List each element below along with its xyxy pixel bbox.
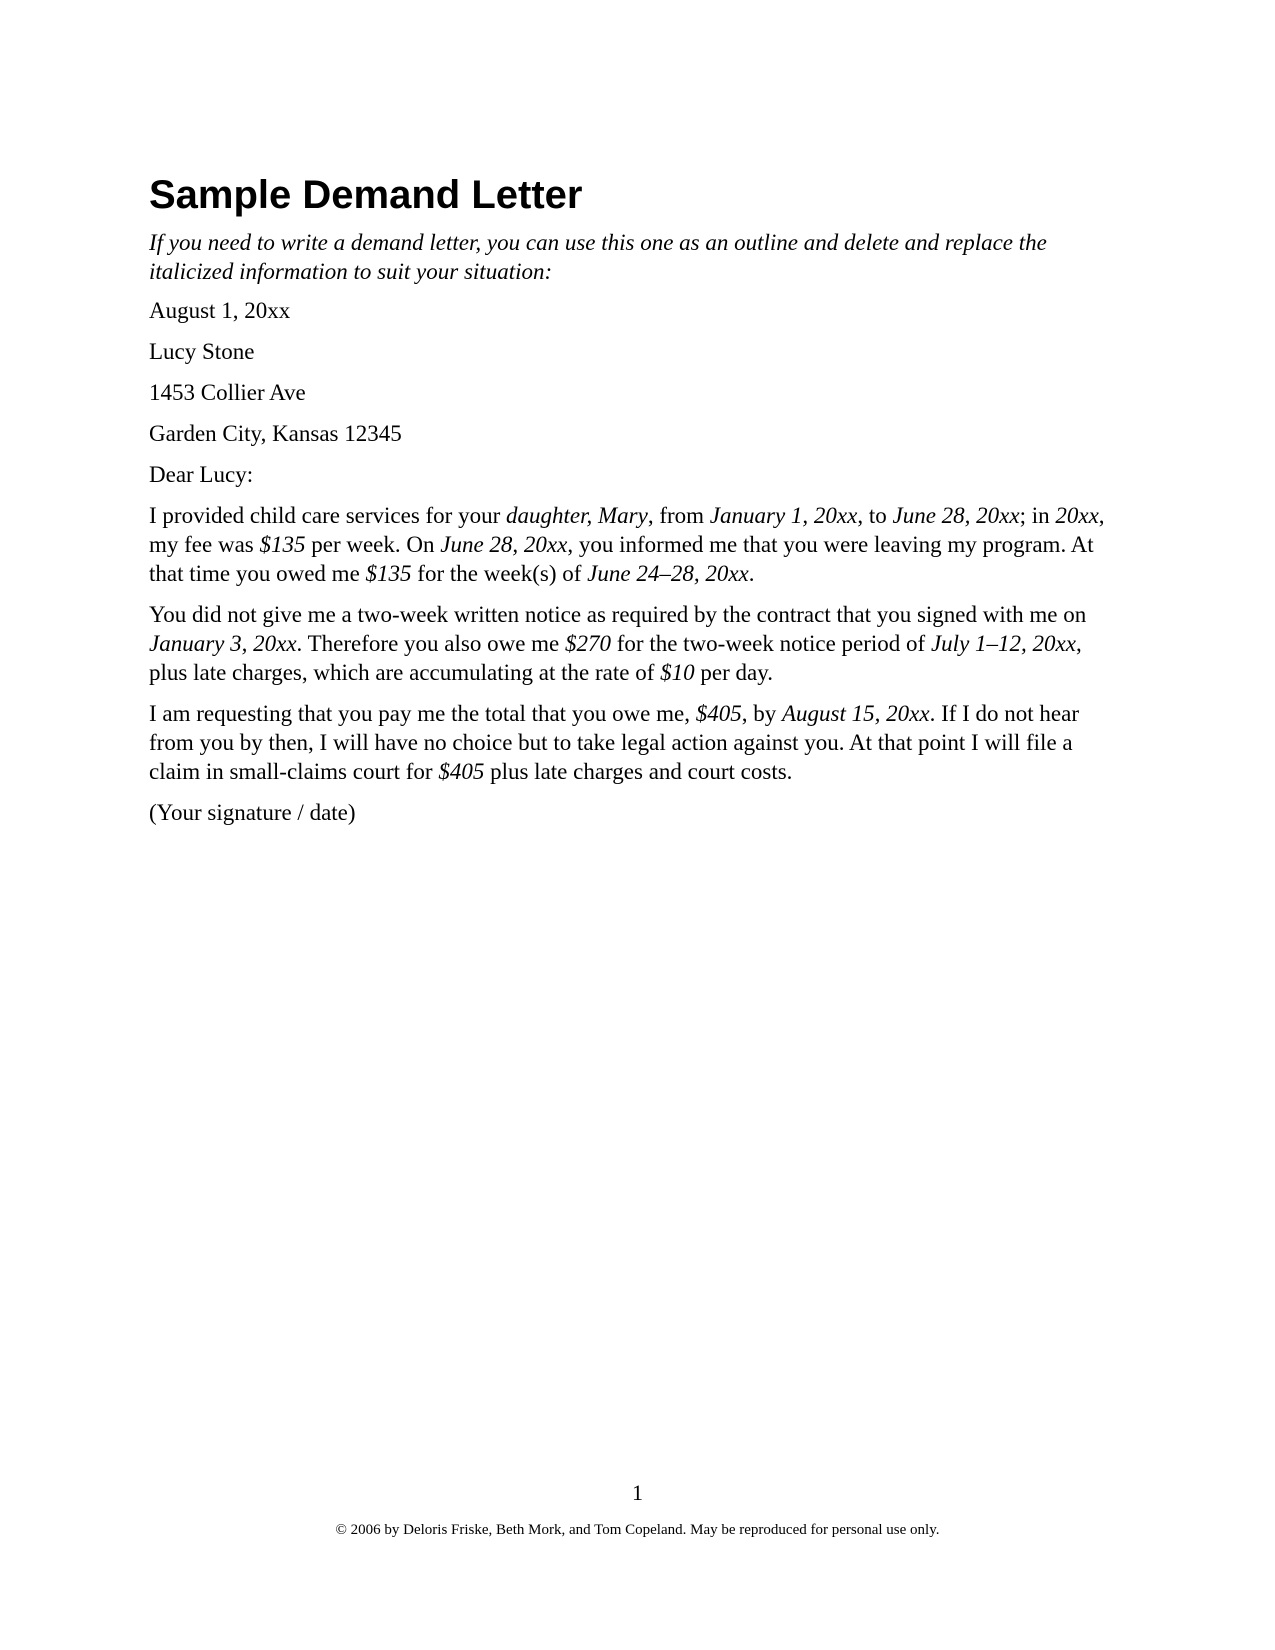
text-span: ; in xyxy=(1019,503,1056,528)
text-span: plus late charges and court costs. xyxy=(484,759,793,784)
instructions-text: If you need to write a demand letter, you can use this one as an outline and delete and replace the italicized information to suit your situation: xyxy=(149,230,1047,284)
total-amount: $405 xyxy=(695,701,742,726)
text-span: . xyxy=(748,561,755,586)
letter-body xyxy=(149,172,1124,839)
text-span: , from xyxy=(647,503,710,528)
letter-date: August 1, 20xx xyxy=(149,298,291,323)
text-span: , to xyxy=(857,503,893,528)
text-span: for the week(s) of xyxy=(411,561,588,586)
owed-amount: $135 xyxy=(365,561,412,586)
text-span: . If I do not hear from you by then, I will have no choice but to take legal action against you. At that point I will file a claim in small-claims court for xyxy=(149,701,1080,784)
text-span: for the two-week notice period of xyxy=(611,631,931,656)
text-span: I am requesting that you pay me the total that you owe me, xyxy=(149,701,696,726)
text-span: . Therefore you also owe me xyxy=(296,631,565,656)
notice-date: June 28, 20xx xyxy=(440,532,568,557)
text-span: I provided child care services for your xyxy=(149,503,506,528)
salutation: Dear Lucy: xyxy=(149,462,254,487)
recipient-street: 1453 Collier Ave xyxy=(149,380,306,405)
claim-amount: $405 xyxy=(438,759,485,784)
document-title: Sample Demand Letter xyxy=(149,173,583,217)
paragraph-demand xyxy=(149,699,1124,786)
due-date: August 15, 20xx xyxy=(782,701,930,726)
late-rate: $10 xyxy=(660,660,695,685)
text-span: per day. xyxy=(694,660,773,685)
recipient-name: Lucy Stone xyxy=(149,339,255,364)
end-date: June 28, 20xx xyxy=(892,503,1020,528)
text-span: per week. On xyxy=(305,532,441,557)
text-span: You did not give me a two-week written notice as required by the contract that you signed with me on xyxy=(149,602,1087,627)
text-span: , plus late charges, which are accumulating at the rate of xyxy=(149,631,1082,685)
text-span: , by xyxy=(741,701,782,726)
recipient-city: Garden City, Kansas 12345 xyxy=(149,421,402,446)
start-date: January 1, 20xx xyxy=(709,503,858,528)
child-name: daughter, Mary xyxy=(506,503,648,528)
notice-period: July 1–12, 20xx xyxy=(930,631,1076,656)
page-number: 1 xyxy=(632,1480,643,1505)
notice-amount: $270 xyxy=(565,631,611,656)
owed-weeks: June 24–28, 20xx xyxy=(587,561,749,586)
paragraph-notice xyxy=(149,600,1124,687)
copyright-footer: © 2006 by Deloris Friske, Beth Mork, and Tom Copeland. May be reproduced for personal use only. xyxy=(335,1522,940,1538)
weekly-fee: $135 xyxy=(259,532,306,557)
paragraph-services xyxy=(149,501,1124,588)
signature-line: (Your signature / date) xyxy=(149,800,356,825)
text-span: , you informed me that you were leaving my program. At that time you owed me xyxy=(149,532,1094,586)
contract-date: January 3, 20xx xyxy=(149,631,297,656)
text-span: , my fee was xyxy=(149,503,1105,557)
fee-year: 20xx xyxy=(1055,503,1099,528)
